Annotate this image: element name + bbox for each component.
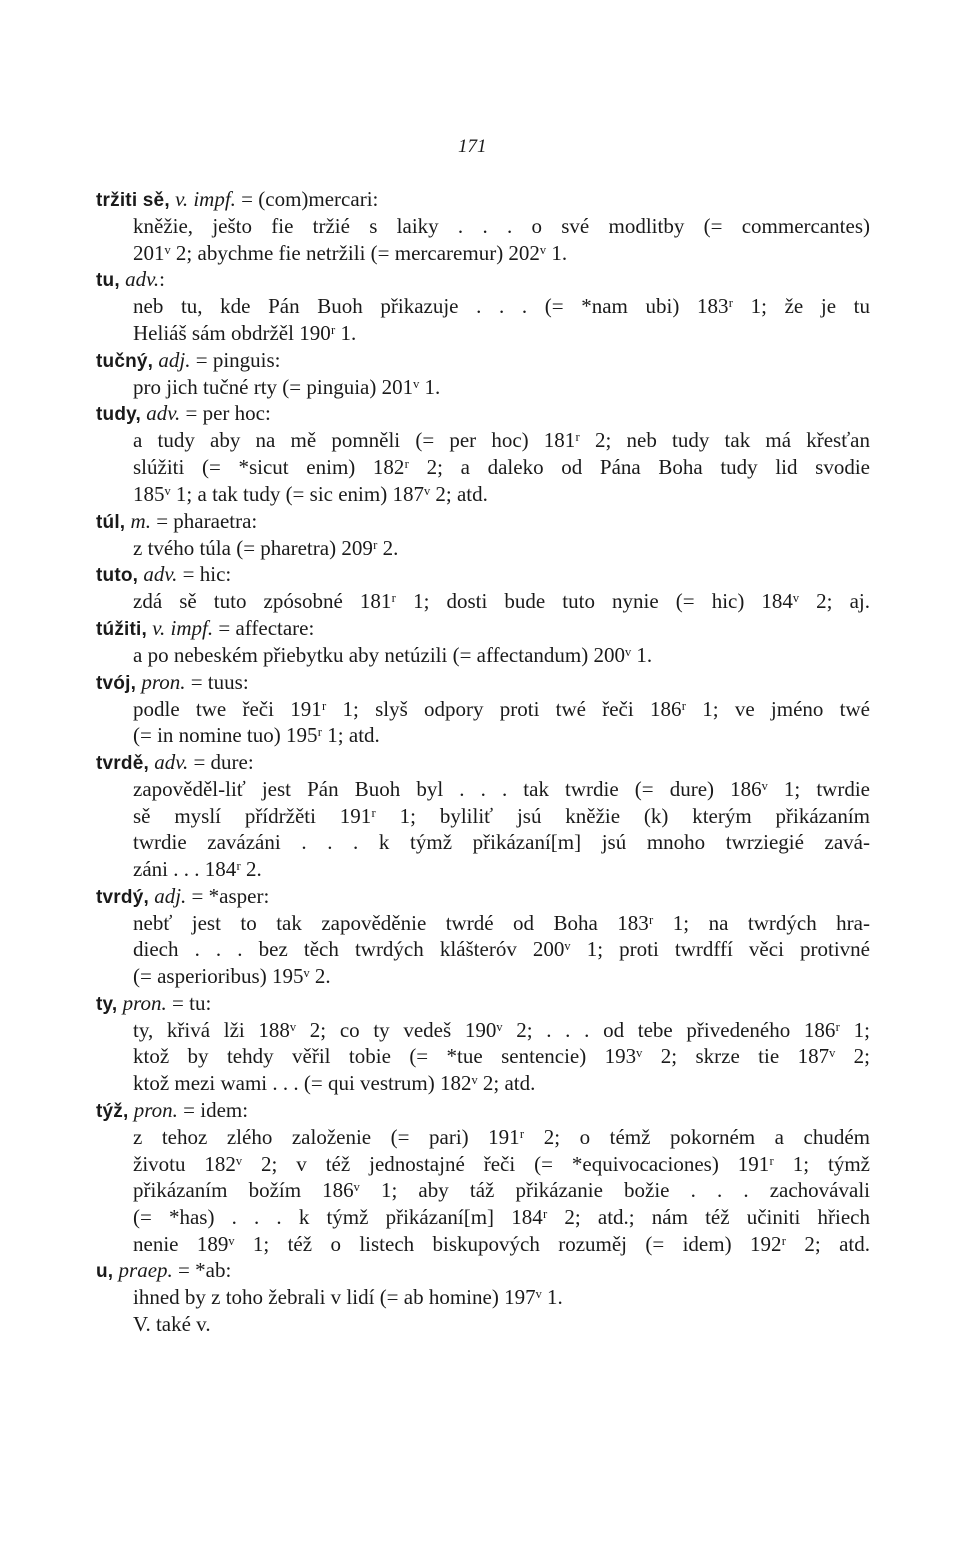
grammar-label: adv. — [154, 749, 189, 774]
citation-line: ktož by tehdy věřil tobie (= *tue sentencie) 193ᵛ 2; skrze tie 187ᵛ 2; — [133, 1044, 870, 1069]
entry-head — [96, 749, 870, 776]
headword: túl, — [96, 511, 126, 533]
citation-line: a tudy aby na mě pomněli (= per hoc) 181ʳ 2; neb tudy tak má křesťan — [133, 428, 870, 453]
headword: tržiti sě, — [96, 190, 170, 211]
citation-line: nebť jest to tak zapověděnie twrdé od Boha 183ʳ 1; na twrdých hra- — [133, 910, 870, 935]
headword: týž, — [96, 1100, 129, 1122]
citation-line: (= *has) . . . k týmž přikázaní[m] 184ʳ 2; atd.; nám též učiniti hřiech — [133, 1204, 870, 1229]
grammar-label: pron. — [133, 1097, 178, 1122]
entry-head — [96, 669, 870, 696]
latin-definition: = *ab: — [178, 1258, 232, 1283]
citation-line: pro jich tučné rty (= pinguia) 201ᵛ 1. — [133, 374, 441, 399]
dictionary-entry — [96, 883, 870, 990]
headword: ty, — [96, 993, 118, 1015]
entry-head — [96, 1257, 870, 1284]
entry-head — [96, 508, 870, 535]
citation-line: kněžie, ješto fie tržié s laiky . . . o své modlitby (= commercantes) — [133, 214, 870, 238]
dictionary-entry — [96, 186, 870, 266]
citation-line: ty, křivá lži 188ᵛ 2; co ty vedeš 190ᵛ 2; . . . od tebe přivedeného 186ʳ 1; — [133, 1017, 870, 1042]
latin-definition: = (com)mercari: — [241, 187, 379, 211]
latin-definition: = affectare: — [218, 615, 315, 640]
citation-line: 185ᵛ 1; a tak tudy (= sic enim) 187ᵛ 2; atd. — [133, 481, 488, 506]
headword: tuto, — [96, 565, 139, 587]
headword: u, — [96, 1261, 114, 1283]
entry-head — [96, 186, 870, 213]
headword: tvrdě, — [96, 752, 149, 774]
citation-line: (= asperioribus) 195ᵛ 2. — [133, 964, 331, 989]
latin-definition: : — [159, 267, 165, 292]
entry-head — [96, 266, 870, 293]
grammar-label: v. impf. — [175, 187, 236, 211]
dictionary-entry — [96, 347, 870, 401]
grammar-label: pron. — [141, 669, 186, 694]
grammar-label: v. impf. — [152, 615, 214, 640]
dictionary-entry — [96, 400, 870, 507]
latin-definition: = idem: — [183, 1097, 249, 1122]
citation-line: a po nebeském přiebytku aby netúzili (= affectandum) 200ᵛ 1. — [133, 642, 653, 667]
grammar-label: pron. — [122, 990, 167, 1015]
grammar-label: m. — [130, 508, 151, 533]
headword: tučný, — [96, 350, 154, 372]
grammar-label: praep. — [118, 1258, 173, 1283]
citation-line: přikázaním božím 186ᵛ 1; aby táž přikázanie božie . . . zachovávali — [133, 1178, 870, 1203]
dictionary-entry — [96, 1097, 870, 1257]
latin-definition: = tuus: — [190, 669, 249, 694]
citation-line: slúžiti (= *sicut enim) 182ʳ 2; a daleko od Pána Boha tudy lid svodie — [133, 455, 870, 480]
citation-line: životu 182ᵛ 2; v též jednostajné řeči (= *equivocaciones) 191ʳ 1; týmž — [133, 1151, 870, 1176]
citation-line: z tvého túla (= pharetra) 209ʳ 2. — [133, 535, 399, 560]
headword: tu, — [96, 270, 120, 292]
dictionary-entry — [96, 669, 870, 749]
latin-definition: = tu: — [172, 990, 212, 1015]
citation-line: nenie 189ᵛ 1; též o listech biskupových rozuměj (= idem) 192ʳ 2; atd. — [133, 1231, 870, 1256]
page-number: 171 — [458, 136, 487, 157]
headword: tvój, — [96, 672, 137, 694]
citation-line: sě myslí přídržěti 191ʳ 1; byliliť jsú kněžie (k) kterým přikázaním — [133, 803, 870, 828]
citation-line: podle twe řeči 191ʳ 1; slyš odpory proti twé řeči 186ʳ 1; ve jméno twé — [133, 696, 870, 721]
latin-definition: = hic: — [182, 562, 232, 587]
dictionary-entry — [96, 561, 870, 615]
grammar-label: adv. — [146, 401, 181, 426]
citation-line: ihned by z toho žebrali v lidí (= ab homine) 197ᵛ 1. — [133, 1285, 563, 1310]
grammar-label: adj. — [158, 347, 191, 372]
citation-line: zapověděl-liť jest Pán Buoh byl . . . tak twrdie (= dure) 186ᵛ 1; twrdie — [133, 776, 870, 801]
citation-line: twrdie zavázáni . . . k týmž přikázaní[m] jsú mnoho twrziegié zavá- — [133, 830, 870, 855]
citation-line: (= in nomine tuo) 195ʳ 1; atd. — [133, 723, 380, 748]
headword: tvrdý, — [96, 886, 149, 908]
grammar-label: adj. — [154, 883, 187, 908]
citation-line: záni . . . 184ʳ 2. — [133, 857, 262, 881]
grammar-label: adv. — [125, 267, 160, 292]
citation-line: z tehoz zlého založenie (= pari) 191ʳ 2; o témž pokorném a chudém — [133, 1124, 870, 1149]
entry-head — [96, 990, 870, 1017]
dictionary-column — [96, 186, 870, 1338]
entry-head — [96, 400, 870, 427]
latin-definition: = pinguis: — [195, 347, 281, 372]
entry-head — [96, 615, 870, 642]
entry-head — [96, 561, 870, 588]
dictionary-entry — [96, 749, 870, 883]
dictionary-entry — [96, 508, 870, 562]
dictionary-entry — [96, 1257, 870, 1337]
grammar-label: adv. — [143, 562, 178, 587]
latin-definition: = per hoc: — [185, 401, 271, 426]
citation-line: zdá sě tuto zpósobné 181ʳ 1; dosti bude tuto nynie (= hic) 184ᵛ 2; aj. — [133, 589, 870, 614]
entry-head — [96, 1097, 870, 1124]
dictionary-entry — [96, 266, 870, 346]
headword: túžiti, — [96, 618, 147, 640]
citation-line: 201ᵛ 2; abychme fie netržili (= mercaremur) 202ᵛ 1. — [133, 240, 568, 265]
citation-line: diech . . . bez těch twrdých klášteróv 200ᵛ 1; proti twrdffí věci protivné — [133, 937, 870, 962]
citation-line: neb tu, kde Pán Buoh přikazuje . . . (= *nam ubi) 183ʳ 1; že je tu — [133, 294, 870, 319]
headword: tudy, — [96, 404, 141, 426]
citation-line: ktož mezi wami . . . (= qui vestrum) 182ᵛ 2; atd. — [133, 1071, 536, 1096]
dictionary-entry — [96, 615, 870, 669]
latin-definition: = *asper: — [191, 883, 270, 908]
dictionary-entry — [96, 990, 870, 1097]
citation-line: V. také v. — [133, 1311, 211, 1336]
entry-head — [96, 347, 870, 374]
latin-definition: = pharaetra: — [156, 508, 258, 533]
citation-line: Heliáš sám obdržěl 190ʳ 1. — [133, 321, 357, 346]
entry-head — [96, 883, 870, 910]
latin-definition: = dure: — [193, 749, 254, 774]
